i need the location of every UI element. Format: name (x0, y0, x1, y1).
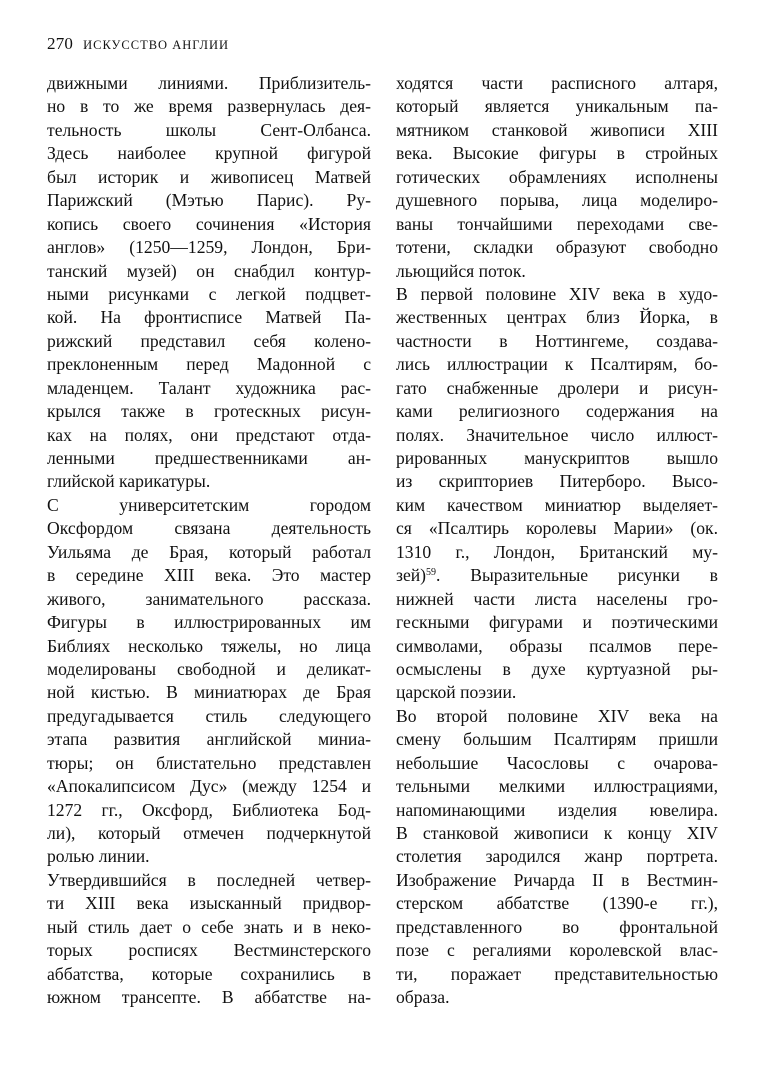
running-title: ИСКУССТВО АНГЛИИ (83, 38, 230, 52)
text-line: рированных манускриптов вышло (396, 448, 718, 468)
text-line: душевного порыва, лица моделиро- (396, 190, 718, 211)
text-line: Во второй половине XIV века на (396, 705, 718, 726)
text-line: напоминающими изделия ювелира. (396, 799, 718, 820)
text-line: представленного во фронтальной (396, 916, 718, 937)
text-line: Библиях несколько тяжелы, но лица (47, 635, 371, 656)
text-line: предугадывается стиль следующего (47, 705, 371, 726)
text-line: готических обрамлениях исполнены (396, 166, 718, 187)
text-line: царской поэзии. (396, 682, 517, 703)
text-line: в середине XIII века. Это мастер (47, 565, 371, 586)
text-line: ти XIII века изысканный придвор- (47, 893, 371, 914)
text-line: «Апокалипсисом Дус» (между 1254 и (47, 776, 371, 797)
text-line: который является уникальным па- (396, 96, 718, 117)
text-line: ными рисунками с легкой подцвет- (47, 283, 371, 304)
text-line: ким качеством миниатюр выделяет- (396, 494, 718, 515)
text-line: живого, занимательного рассказа. (47, 588, 371, 609)
text-line: из скрипториев Питерборо. Высо- (396, 471, 718, 492)
page-number: 270 (47, 34, 74, 53)
text-line: образа. (396, 987, 450, 1008)
text-line: ной кистью. В миниатюрах де Брая (47, 682, 371, 703)
text-line: столетия зародился жанр портрета. (396, 846, 718, 867)
text-line: аббатства, которые сохранились в (47, 963, 371, 984)
text-line: гескными фигурами и поэтическими (396, 612, 718, 633)
text-line: ный стиль дает о себе знать и в неко- (47, 916, 371, 937)
text-line: ти, поражает представительностью (396, 963, 718, 984)
running-header (47, 34, 229, 54)
text-line: лись иллюстрации к Псалтирям, бо- (396, 354, 718, 375)
text-line: южном трансепте. В аббатстве на- (47, 987, 371, 1008)
text-line: рижский представил себя колено- (47, 330, 371, 351)
text-line: тельность школы Сент-Олбанса. (47, 119, 371, 140)
footnote-marker: 59 (426, 567, 437, 579)
text-line: ся «Псалтирь королевы Марии» (ок. (396, 518, 718, 539)
text-line: стерском аббатстве (1390-е гг.), (396, 893, 718, 914)
text-line: Утвердившийся в последней четвер- (47, 869, 371, 890)
footnote-line (396, 564, 718, 587)
text-line: движными линиями. Приблизитель- (47, 73, 371, 93)
text-line: Уильяма де Брая, который работал (47, 541, 371, 562)
text-line: но в то же время развернулась дея- (47, 96, 371, 117)
text-line: ками религиозного содержания на (396, 401, 718, 422)
text-line: С университетским городом (47, 494, 371, 515)
text-line: копись своего сочинения «История (47, 213, 371, 234)
text-line: кой. На фронтисписе Матвей Па- (47, 307, 371, 328)
text-line: полях. Значительное число иллюст- (396, 424, 718, 445)
text-line: мятником станковой живописи XIII (396, 119, 718, 140)
text-line: этапа развития английской миниа- (47, 729, 371, 750)
right-column (396, 72, 718, 1010)
text-line: моделированы свободной и деликат- (47, 658, 371, 679)
text-line: века. Высокие фигуры в стройных (396, 143, 718, 164)
text-fragment: . Выразительные рисунки в (436, 565, 718, 586)
text-line: крылся также в гротескных рисун- (47, 401, 371, 422)
text-line: символами, образы псалмов пере- (396, 635, 718, 656)
text-line: ли), который отмечен подчеркнутой (47, 823, 371, 843)
text-fragment: зей) (396, 565, 427, 586)
text-line: младенцем. Талант художника рас- (47, 377, 371, 398)
text-line: ках на полях, они предстают отда- (47, 424, 371, 445)
text-line: смену большим Псалтирям пришли (396, 729, 718, 750)
text-line: 1272 гг., Оксфорд, Библиотека Бод- (47, 799, 371, 820)
text-line: Здесь наиболее крупной фигурой (47, 143, 371, 164)
text-line: англов» (1250—1259, Лондон, Бри- (47, 237, 371, 258)
text-line: тотени, складки образуют свободно (396, 237, 718, 258)
left-column (47, 72, 371, 1010)
text-line: Оксфордом связана деятельность (47, 518, 371, 539)
text-line: В первой половине XIV века в худо- (396, 283, 718, 304)
text-line: небольшие Часословы с очарова- (396, 752, 718, 773)
text-line: Изображение Ричарда II в Вестмин- (396, 869, 718, 890)
text-line: нижней части листа населены гро- (396, 588, 718, 609)
text-line: торых росписях Вестминстерского (47, 940, 371, 961)
text-line: ваны тончайшими переходами све- (396, 213, 718, 234)
text-line: ленными предшественниками ан- (47, 448, 371, 468)
text-line: осмыслены в духе куртуазной ры- (396, 658, 718, 679)
text-line: 1310 г., Лондон, Британский му- (396, 541, 718, 562)
text-line: был историк и живописец Матвей (47, 166, 371, 187)
text-line: танский музей) он снабдил контур- (47, 260, 371, 281)
text-line: гато снабженные дролери и рисун- (396, 377, 718, 398)
text-line: Фигуры в иллюстрированных им (47, 612, 371, 633)
text-line: ходятся части расписного алтаря, (396, 73, 718, 93)
text-line: жественных центрах близ Йорка, в (396, 307, 718, 328)
text-line: позе с регалиями королевской влас- (396, 940, 718, 961)
text-line: тюры; он блистательно представлен (47, 752, 371, 773)
text-line: частности в Ноттингеме, создава- (396, 330, 718, 351)
text-line: глийской карикатуры. (47, 471, 211, 492)
text-line: Парижский (Мэтью Парис). Ру- (47, 190, 371, 211)
text-line: льющийся поток. (396, 260, 526, 281)
text-line: тельными мелкими иллюстрациями, (396, 776, 718, 797)
text-line: преклоненным перед Мадонной с (47, 354, 371, 375)
text-line: ролью линии. (47, 846, 150, 867)
text-line: В станковой живописи к концу XIV (396, 823, 718, 843)
